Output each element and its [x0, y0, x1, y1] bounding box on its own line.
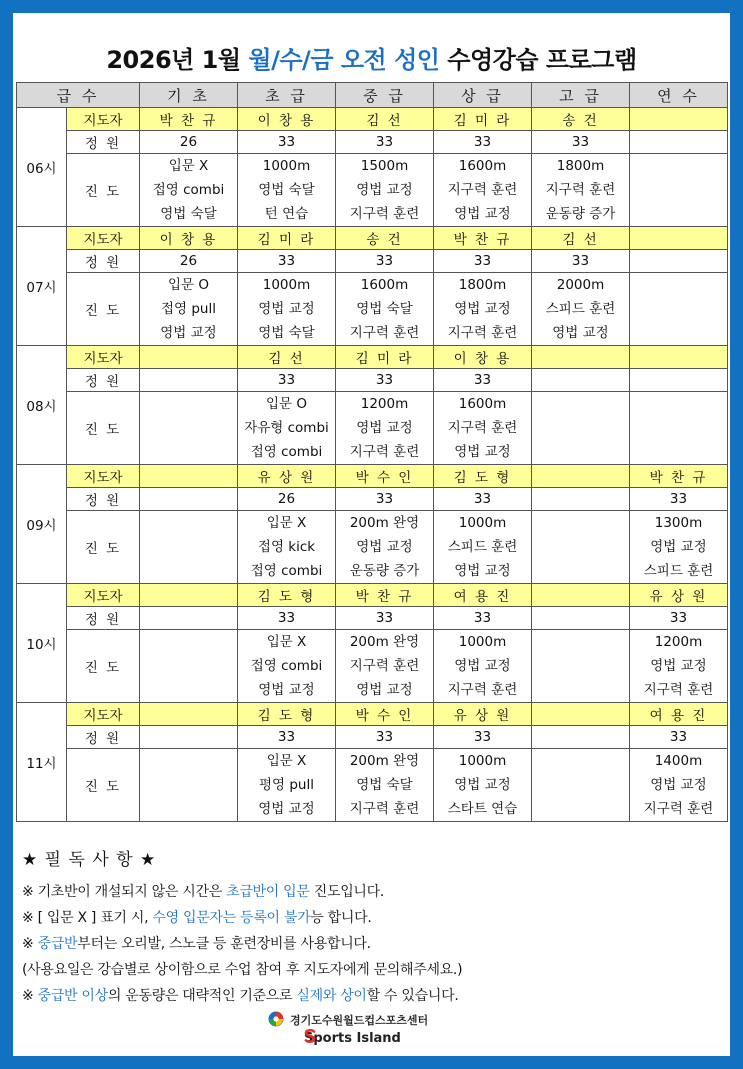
capacity-cell — [532, 488, 630, 511]
header-training: 연 수 — [630, 83, 728, 108]
header-row — [17, 83, 728, 108]
progress-line: 평영 pull — [258, 777, 314, 793]
progress-row — [17, 630, 728, 703]
progress-line: 지구력 훈련 — [447, 682, 518, 698]
capacity-cell: 33 — [532, 131, 630, 154]
progress-line: 1800m — [458, 277, 507, 293]
capacity-cell: 33 — [336, 607, 434, 630]
instructor-cell: 유 상 원 — [434, 703, 532, 726]
capacity-cell: 33 — [336, 726, 434, 749]
notice-highlight: 중급반 — [37, 936, 78, 952]
time-slot-label: 09시 — [17, 465, 67, 584]
progress-cell — [140, 511, 238, 584]
progress-line: 1600m — [360, 277, 409, 293]
progress-label: 진 도 — [67, 511, 140, 584]
progress-cell — [630, 273, 728, 346]
capacity-cell — [140, 726, 238, 749]
progress-cell — [238, 511, 336, 584]
instructor-cell — [630, 227, 728, 250]
instructor-cell: 김 도 형 — [434, 465, 532, 488]
progress-cell — [336, 511, 434, 584]
progress-line: 영법 교정 — [454, 444, 511, 460]
instructor-cell: 박 수 인 — [336, 703, 434, 726]
progress-cell — [140, 392, 238, 465]
instructor-cell: 김 미 라 — [434, 108, 532, 131]
notice-text: 부터는 오리발, 스노클 등 훈련장비를 사용합니다. — [77, 936, 371, 952]
progress-line: 1000m — [458, 753, 507, 769]
capacity-cell: 26 — [238, 488, 336, 511]
capacity-cell: 33 — [630, 607, 728, 630]
instructor-label: 지도자 — [67, 703, 140, 726]
progress-line: 영법 교정 — [650, 539, 707, 555]
capacity-cell: 33 — [238, 131, 336, 154]
progress-cell — [238, 273, 336, 346]
header-basic: 기 초 — [140, 83, 238, 108]
notice-highlight: 수영 입문자는 등록이 불가 — [152, 910, 311, 926]
capacity-cell: 33 — [434, 488, 532, 511]
progress-line: 운동량 증가 — [545, 206, 616, 222]
instructor-label: 지도자 — [67, 465, 140, 488]
instructor-cell — [140, 703, 238, 726]
header-level: 급 수 — [17, 83, 140, 108]
progress-line: 200m 완영 — [349, 753, 420, 769]
instructor-cell — [532, 465, 630, 488]
instructor-cell — [532, 703, 630, 726]
progress-line: 지구력 훈련 — [349, 325, 420, 341]
progress-line: 영법 교정 — [552, 325, 609, 341]
instructor-cell: 이 창 용 — [434, 346, 532, 369]
notice-section — [22, 845, 722, 1009]
progress-label: 진 도 — [67, 273, 140, 346]
capacity-row — [17, 250, 728, 273]
capacity-cell — [532, 607, 630, 630]
capacity-label: 정 원 — [67, 488, 140, 511]
time-slot-label: 07시 — [17, 227, 67, 346]
progress-cell — [140, 630, 238, 703]
capacity-cell: 33 — [434, 369, 532, 392]
capacity-row — [17, 607, 728, 630]
instructor-row — [17, 108, 728, 131]
progress-line: 스피드 훈련 — [545, 301, 616, 317]
progress-line: 영법 교정 — [454, 658, 511, 674]
instructor-cell: 박 찬 규 — [434, 227, 532, 250]
progress-cell — [238, 392, 336, 465]
instructor-label: 지도자 — [67, 346, 140, 369]
time-slot-label: 08시 — [17, 346, 67, 465]
instructor-cell: 박 찬 규 — [336, 584, 434, 607]
progress-line: 1000m — [458, 634, 507, 650]
progress-cell — [140, 749, 238, 822]
title-prefix: 2026년 1월 — [106, 46, 249, 74]
notice-text: ※ — [22, 936, 38, 952]
progress-line: 영법 교정 — [258, 301, 315, 317]
capacity-cell: 33 — [532, 250, 630, 273]
progress-cell — [532, 630, 630, 703]
capacity-cell: 33 — [434, 250, 532, 273]
capacity-cell: 33 — [238, 369, 336, 392]
header-beginner: 초 급 — [238, 83, 336, 108]
instructor-cell: 김 선 — [336, 108, 434, 131]
notice-highlight: 중급반 이상 — [37, 988, 108, 1004]
progress-line: 1200m — [360, 396, 409, 412]
instructor-row — [17, 346, 728, 369]
progress-cell — [630, 511, 728, 584]
notice-lines — [22, 879, 722, 1009]
progress-line: 접영 combi — [250, 444, 323, 460]
progress-line: 스타트 연습 — [447, 801, 518, 817]
capacity-cell — [630, 131, 728, 154]
progress-line: 영법 교정 — [454, 301, 511, 317]
capacity-cell: 33 — [238, 607, 336, 630]
progress-cell — [434, 511, 532, 584]
instructor-cell: 김 미 라 — [238, 227, 336, 250]
sports-island-mark-icon — [304, 1029, 316, 1043]
progress-cell — [532, 154, 630, 227]
instructor-cell — [630, 108, 728, 131]
progress-line: 영법 교정 — [258, 801, 315, 817]
instructor-cell: 이 창 용 — [238, 108, 336, 131]
progress-line: 영법 교정 — [454, 206, 511, 222]
progress-cell — [140, 154, 238, 227]
progress-line: 영법 교정 — [258, 682, 315, 698]
instructor-cell: 김 선 — [238, 346, 336, 369]
instructor-cell — [532, 584, 630, 607]
progress-cell — [238, 749, 336, 822]
progress-line: 영법 숙달 — [160, 206, 217, 222]
progress-line: 1400m — [654, 753, 703, 769]
notice-text: (사용요일은 강습별로 상이함으로 수업 참여 후 지도자에게 문의해주세요.) — [22, 962, 463, 978]
instructor-cell: 박 찬 규 — [630, 465, 728, 488]
progress-line: 영법 교정 — [356, 182, 413, 198]
progress-line: 영법 교정 — [454, 777, 511, 793]
instructor-label: 지도자 — [67, 227, 140, 250]
progress-cell — [434, 273, 532, 346]
capacity-cell: 33 — [630, 488, 728, 511]
notice-text: 의 운동량은 대략적인 기준으로 — [107, 988, 297, 1004]
capacity-cell: 33 — [434, 726, 532, 749]
progress-line: 영법 숙달 — [356, 301, 413, 317]
progress-cell — [336, 749, 434, 822]
progress-line: 입문 O — [168, 277, 209, 293]
progress-line: 영법 교정 — [650, 777, 707, 793]
notice-line — [22, 931, 722, 957]
instructor-cell: 유 상 원 — [238, 465, 336, 488]
capacity-cell: 26 — [140, 250, 238, 273]
progress-cell — [434, 749, 532, 822]
progress-line: 지구력 훈련 — [447, 182, 518, 198]
progress-line: 1600m — [458, 396, 507, 412]
instructor-cell: 박 수 인 — [336, 465, 434, 488]
notice-line — [22, 905, 722, 931]
progress-cell — [434, 154, 532, 227]
capacity-cell: 33 — [630, 726, 728, 749]
instructor-cell — [532, 346, 630, 369]
capacity-cell — [532, 369, 630, 392]
progress-line: 200m 완영 — [349, 515, 420, 531]
progress-line: 1000m — [262, 158, 311, 174]
progress-line: 지구력 훈련 — [349, 444, 420, 460]
progress-line: 1200m — [654, 634, 703, 650]
progress-line: 입문 X — [266, 515, 307, 531]
progress-cell — [336, 392, 434, 465]
capacity-label: 정 원 — [67, 607, 140, 630]
notice-text: 할 수 있습니다. — [366, 988, 459, 1004]
progress-label: 진 도 — [67, 154, 140, 227]
capacity-label: 정 원 — [67, 726, 140, 749]
instructor-row — [17, 584, 728, 607]
instructor-cell — [140, 465, 238, 488]
notice-text: ※ 기초반이 개설되지 않은 시간은 — [22, 884, 227, 900]
progress-line: 스피드 훈련 — [643, 563, 714, 579]
progress-line: 접영 pull — [160, 301, 216, 317]
instructor-row — [17, 465, 728, 488]
progress-line: 지구력 훈련 — [643, 682, 714, 698]
capacity-cell: 33 — [336, 369, 434, 392]
instructor-cell: 여 용 진 — [630, 703, 728, 726]
time-slot-label: 06시 — [17, 108, 67, 227]
notice-text: ※ [ 입문 X ] 표기 시, — [22, 910, 153, 926]
notice-text: 진도입니다. — [309, 884, 385, 900]
progress-cell — [336, 154, 434, 227]
instructor-cell: 김 도 형 — [238, 703, 336, 726]
capacity-cell — [630, 369, 728, 392]
progress-line: 영법 교정 — [650, 658, 707, 674]
progress-cell — [434, 630, 532, 703]
notice-line — [22, 957, 722, 983]
capacity-label: 정 원 — [67, 369, 140, 392]
progress-line: 영법 교정 — [160, 325, 217, 341]
progress-line: 영법 교정 — [356, 682, 413, 698]
progress-cell — [532, 749, 630, 822]
capacity-cell: 33 — [238, 250, 336, 273]
instructor-cell — [140, 346, 238, 369]
center-logo — [268, 1012, 458, 1046]
capacity-cell: 26 — [140, 131, 238, 154]
capacity-cell: 33 — [434, 607, 532, 630]
header-advanced: 고 급 — [532, 83, 630, 108]
capacity-cell — [532, 726, 630, 749]
progress-line: 200m 완영 — [349, 634, 420, 650]
progress-line: 운동량 증가 — [349, 563, 420, 579]
progress-label: 진 도 — [67, 630, 140, 703]
progress-line: 영법 교정 — [454, 563, 511, 579]
capacity-cell: 33 — [336, 488, 434, 511]
center-emblem-icon — [268, 1011, 284, 1027]
progress-line: 지구력 훈련 — [447, 325, 518, 341]
instructor-cell: 박 찬 규 — [140, 108, 238, 131]
progress-line: 영법 숙달 — [356, 777, 413, 793]
progress-line: 접영 combi — [152, 182, 225, 198]
progress-line: 1300m — [654, 515, 703, 531]
notice-line — [22, 983, 722, 1009]
notice-highlight: 초급반이 입문 — [226, 884, 310, 900]
instructor-label: 지도자 — [67, 584, 140, 607]
notice-line — [22, 879, 722, 905]
progress-line: 1800m — [556, 158, 605, 174]
instructor-cell: 송 건 — [532, 108, 630, 131]
progress-line: 입문 X — [266, 634, 307, 650]
progress-line: 접영 combi — [250, 563, 323, 579]
progress-label: 진 도 — [67, 392, 140, 465]
time-slot-label: 10시 — [17, 584, 67, 703]
progress-cell — [630, 630, 728, 703]
brand-name: Sports Island — [304, 1031, 401, 1046]
instructor-row — [17, 703, 728, 726]
title-accent: 월/수/금 오전 성인 — [248, 46, 440, 74]
progress-line: 지구력 훈련 — [643, 801, 714, 817]
progress-line: 접영 combi — [250, 658, 323, 674]
schedule-table — [16, 82, 728, 822]
progress-line: 영법 숙달 — [258, 325, 315, 341]
progress-line: 지구력 훈련 — [349, 206, 420, 222]
progress-line: 1600m — [458, 158, 507, 174]
notice-text: 능 합니다. — [310, 910, 372, 926]
instructor-row — [17, 227, 728, 250]
progress-cell — [336, 273, 434, 346]
instructor-cell: 여 용 진 — [434, 584, 532, 607]
instructor-cell: 유 상 원 — [630, 584, 728, 607]
progress-line: 1500m — [360, 158, 409, 174]
progress-row — [17, 749, 728, 822]
progress-row — [17, 511, 728, 584]
capacity-cell — [630, 250, 728, 273]
capacity-cell — [140, 488, 238, 511]
progress-line: 지구력 훈련 — [447, 420, 518, 436]
progress-cell — [532, 511, 630, 584]
progress-row — [17, 154, 728, 227]
header-intermediate: 중 급 — [336, 83, 434, 108]
progress-line: 지구력 훈련 — [349, 801, 420, 817]
center-name: 경기도수원월드컵스포츠센터 — [290, 1014, 429, 1027]
instructor-label: 지도자 — [67, 108, 140, 131]
progress-line: 1000m — [458, 515, 507, 531]
progress-line: 지구력 훈련 — [349, 658, 420, 674]
capacity-cell: 33 — [238, 726, 336, 749]
progress-line: 자유형 combi — [244, 420, 329, 436]
capacity-row — [17, 488, 728, 511]
progress-line: 입문 O — [266, 396, 307, 412]
header-upper: 상 급 — [434, 83, 532, 108]
progress-cell — [238, 154, 336, 227]
progress-label: 진 도 — [67, 749, 140, 822]
notice-text: ※ — [22, 988, 38, 1004]
instructor-cell: 김 도 형 — [238, 584, 336, 607]
progress-line: 입문 X — [266, 753, 307, 769]
notice-heading: ★ 필 독 사 항 ★ — [22, 850, 157, 870]
progress-line: 영법 숙달 — [258, 182, 315, 198]
progress-cell — [140, 273, 238, 346]
progress-line: 지구력 훈련 — [545, 182, 616, 198]
progress-cell — [630, 392, 728, 465]
instructor-cell — [140, 584, 238, 607]
instructor-cell: 김 미 라 — [336, 346, 434, 369]
progress-line: 접영 kick — [257, 539, 316, 555]
progress-line: 2000m — [556, 277, 605, 293]
progress-line: 턴 연습 — [264, 206, 309, 222]
capacity-cell: 33 — [336, 250, 434, 273]
notice-highlight: 실제와 상이 — [296, 988, 367, 1004]
capacity-row — [17, 369, 728, 392]
instructor-cell: 송 건 — [336, 227, 434, 250]
progress-cell — [238, 630, 336, 703]
capacity-row — [17, 726, 728, 749]
title-suffix: 수영강습 프로그램 — [439, 46, 637, 74]
progress-cell — [336, 630, 434, 703]
progress-cell — [434, 392, 532, 465]
progress-line: 영법 교정 — [356, 420, 413, 436]
progress-row — [17, 273, 728, 346]
capacity-cell: 33 — [336, 131, 434, 154]
instructor-cell: 이 창 용 — [140, 227, 238, 250]
progress-line: 1000m — [262, 277, 311, 293]
progress-cell — [630, 154, 728, 227]
progress-cell — [630, 749, 728, 822]
capacity-cell: 33 — [434, 131, 532, 154]
progress-cell — [532, 392, 630, 465]
time-slot-label: 11시 — [17, 703, 67, 822]
page-title — [13, 40, 730, 75]
instructor-cell — [630, 346, 728, 369]
capacity-label: 정 원 — [67, 250, 140, 273]
progress-line: 입문 X — [168, 158, 209, 174]
instructor-cell: 김 선 — [532, 227, 630, 250]
capacity-cell — [140, 369, 238, 392]
progress-line: 영법 교정 — [356, 539, 413, 555]
capacity-row — [17, 131, 728, 154]
capacity-label: 정 원 — [67, 131, 140, 154]
capacity-cell — [140, 607, 238, 630]
progress-line: 스피드 훈련 — [447, 539, 518, 555]
progress-cell — [532, 273, 630, 346]
progress-row — [17, 392, 728, 465]
